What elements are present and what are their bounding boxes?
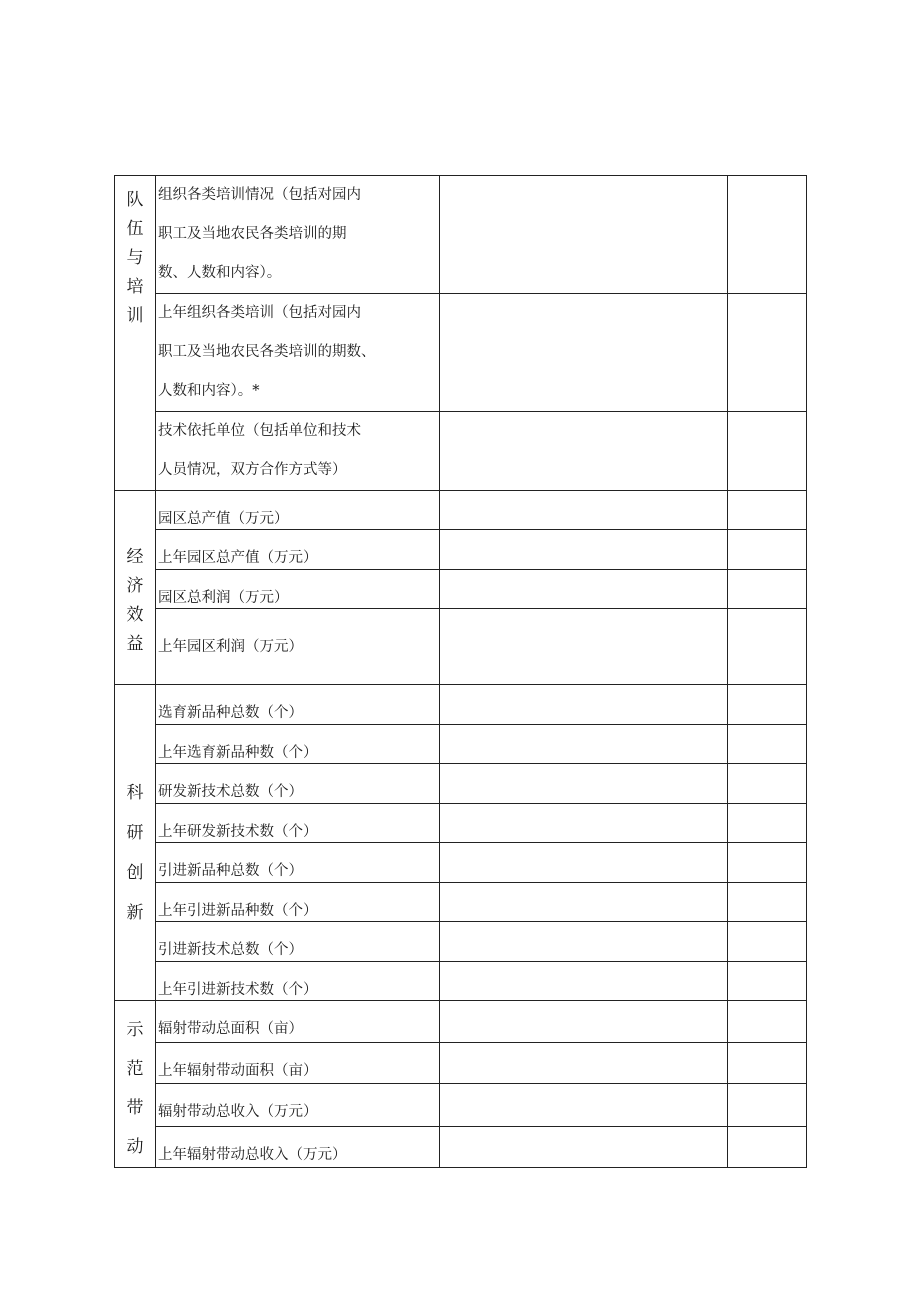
category-char: 动 — [126, 1137, 144, 1157]
item-label: 辐射带动总面积（亩） — [156, 1001, 440, 1043]
table-row — [115, 685, 807, 725]
note-cell[interactable] — [728, 1084, 807, 1126]
value-cell[interactable] — [440, 530, 728, 570]
item-label — [156, 176, 440, 294]
table-row — [115, 1001, 807, 1043]
category-team-training — [115, 176, 156, 491]
note-cell[interactable] — [728, 962, 807, 1001]
category-char: 科 — [126, 783, 144, 803]
value-cell[interactable] — [440, 1043, 728, 1084]
item-label: 上年园区利润（万元） — [156, 609, 440, 685]
note-cell[interactable] — [728, 883, 807, 922]
item-label: 上年研发新技术数（个） — [156, 804, 440, 843]
category-char: 创 — [126, 863, 144, 883]
item-label — [156, 294, 440, 412]
category-char: 与 — [126, 248, 144, 268]
table-row — [115, 962, 807, 1001]
category-char: 新 — [126, 903, 144, 923]
item-label: 园区总利润（万元） — [156, 570, 440, 609]
item-label — [156, 412, 440, 491]
note-cell[interactable] — [728, 176, 807, 294]
value-cell[interactable] — [440, 1084, 728, 1126]
item-label: 引进新技术总数（个） — [156, 922, 440, 962]
table-row — [115, 570, 807, 609]
value-cell[interactable] — [440, 725, 728, 764]
table-row — [115, 883, 807, 922]
item-label: 选育新品种总数（个） — [156, 685, 440, 725]
value-cell[interactable] — [440, 804, 728, 843]
category-char: 培 — [126, 277, 144, 297]
category-char: 队 — [126, 190, 144, 210]
table-row — [115, 176, 807, 294]
item-label: 园区总产值（万元） — [156, 491, 440, 530]
note-cell[interactable] — [728, 1043, 807, 1084]
note-cell[interactable] — [728, 843, 807, 883]
item-label: 上年辐射带动面积（亩） — [156, 1043, 440, 1084]
value-cell[interactable] — [440, 1126, 728, 1167]
item-line: 职工及当地农民各类培训的期 — [158, 226, 347, 242]
category-char: 济 — [126, 576, 144, 596]
table-row — [115, 491, 807, 530]
value-cell[interactable] — [440, 609, 728, 685]
value-cell[interactable] — [440, 883, 728, 922]
value-cell[interactable] — [440, 491, 728, 530]
category-char: 示 — [126, 1020, 144, 1040]
item-line: 上年组织各类培训（包括对园内 — [158, 305, 361, 321]
value-cell[interactable] — [440, 570, 728, 609]
category-char: 训 — [126, 306, 144, 326]
item-label: 上年园区总产值（万元） — [156, 530, 440, 570]
item-line: 数、人数和内容）。 — [158, 265, 282, 281]
category-char: 伍 — [126, 219, 144, 239]
note-cell[interactable] — [728, 294, 807, 412]
item-label: 上年引进新品种数（个） — [156, 883, 440, 922]
note-cell[interactable] — [728, 725, 807, 764]
item-line: 人数和内容）。* — [158, 383, 260, 399]
table-row — [115, 609, 807, 685]
table-row — [115, 412, 807, 491]
value-cell[interactable] — [440, 922, 728, 962]
table-row — [115, 922, 807, 962]
category-demonstration — [115, 1001, 156, 1168]
note-cell[interactable] — [728, 764, 807, 804]
table-row — [115, 530, 807, 570]
note-cell[interactable] — [728, 570, 807, 609]
form-table — [114, 175, 807, 1168]
value-cell[interactable] — [440, 412, 728, 491]
category-economic-benefit — [115, 491, 156, 685]
value-cell[interactable] — [440, 294, 728, 412]
note-cell[interactable] — [728, 491, 807, 530]
value-cell[interactable] — [440, 685, 728, 725]
item-line: 组织各类培训情况（包括对园内 — [158, 187, 361, 203]
table-row — [115, 804, 807, 843]
value-cell[interactable] — [440, 843, 728, 883]
table-row — [115, 843, 807, 883]
item-line: 人员情况，双方合作方式等） — [158, 462, 347, 478]
table-row — [115, 1126, 807, 1167]
value-cell[interactable] — [440, 962, 728, 1001]
item-label: 引进新品种总数（个） — [156, 843, 440, 883]
category-char: 研 — [126, 823, 144, 843]
value-cell[interactable] — [440, 176, 728, 294]
category-research-innovation — [115, 685, 156, 1001]
note-cell[interactable] — [728, 685, 807, 725]
value-cell[interactable] — [440, 1001, 728, 1043]
value-cell[interactable] — [440, 764, 728, 804]
category-char: 带 — [126, 1098, 144, 1118]
item-label: 上年选育新品种数（个） — [156, 725, 440, 764]
note-cell[interactable] — [728, 922, 807, 962]
category-char: 益 — [126, 634, 144, 654]
item-label: 上年引进新技术数（个） — [156, 962, 440, 1001]
note-cell[interactable] — [728, 1126, 807, 1167]
note-cell[interactable] — [728, 1001, 807, 1043]
note-cell[interactable] — [728, 804, 807, 843]
category-char: 经 — [126, 547, 144, 567]
item-label: 辐射带动总收入（万元） — [156, 1084, 440, 1126]
category-char: 范 — [126, 1059, 144, 1079]
item-label: 上年辐射带动总收入（万元） — [156, 1126, 440, 1167]
note-cell[interactable] — [728, 530, 807, 570]
table-row — [115, 725, 807, 764]
item-label: 研发新技术总数（个） — [156, 764, 440, 804]
table-row — [115, 1043, 807, 1084]
table-row — [115, 294, 807, 412]
category-char: 效 — [126, 605, 144, 625]
table-row — [115, 764, 807, 804]
table-row — [115, 1084, 807, 1126]
item-line: 技术依托单位（包括单位和技术 — [158, 423, 361, 439]
item-line: 职工及当地农民各类培训的期数、 — [158, 344, 376, 360]
note-cell[interactable] — [728, 609, 807, 685]
note-cell[interactable] — [728, 412, 807, 491]
